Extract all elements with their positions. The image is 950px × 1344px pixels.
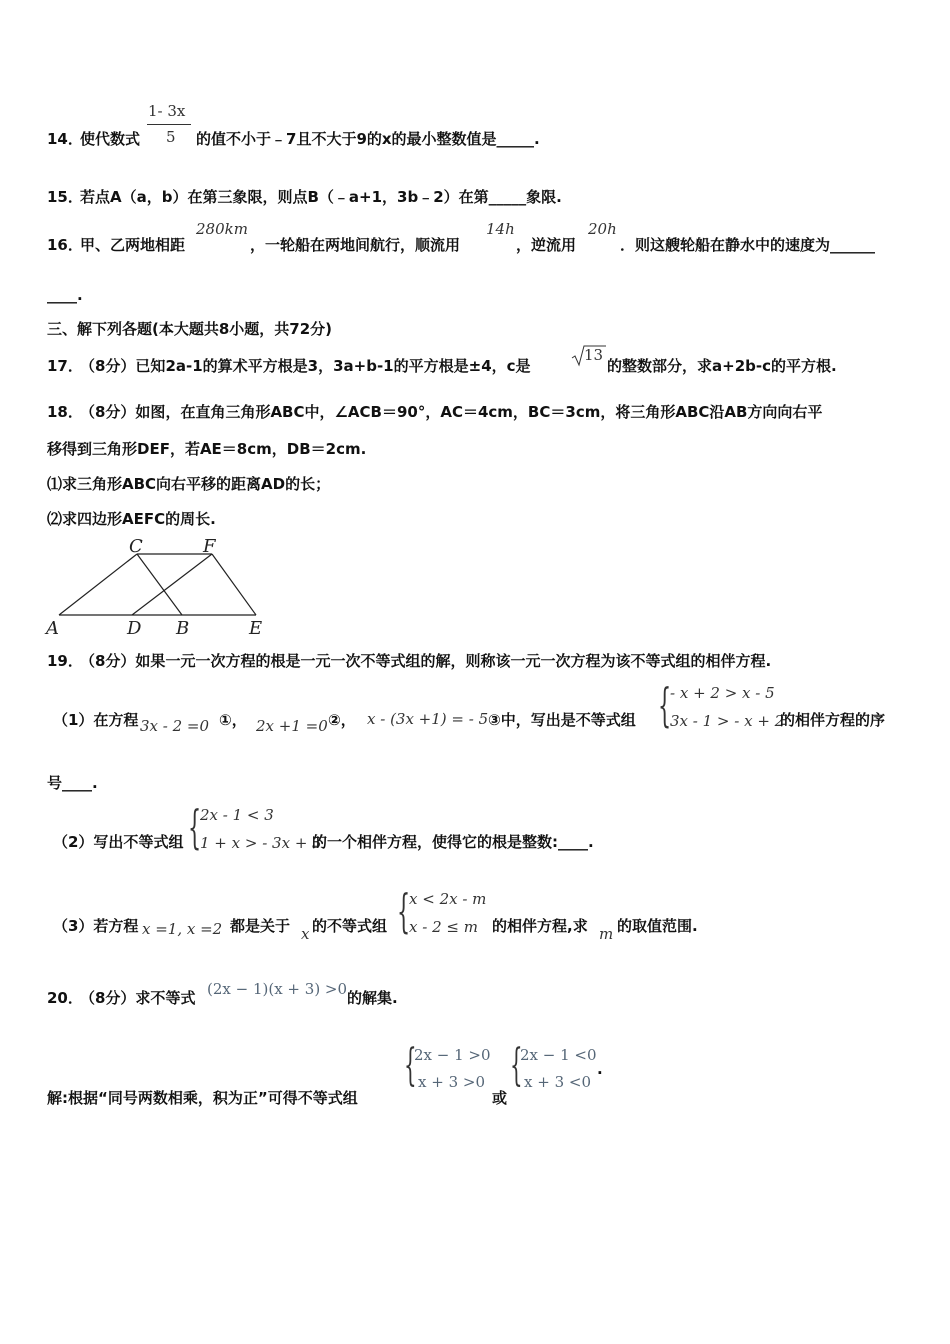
q18-line-1: （8分）如图，在直角三角形ABC中，∠ACB＝90°，AC＝4cm，BC＝3cm，将三角形ABC沿AB方向向右平 bbox=[80, 403, 823, 421]
q19-p3-text-1: 都是关于 bbox=[230, 917, 291, 935]
segment-fe bbox=[212, 554, 256, 615]
q20-system-b-2: x + 3 <0 bbox=[524, 1073, 591, 1091]
q19-p1-system-1: - x + 2 > x - 5 bbox=[670, 684, 775, 702]
q19-p2-system-1: 2x - 1 < 3 bbox=[200, 806, 274, 824]
q14-number: 14． bbox=[47, 130, 83, 148]
q16-upstream-time: 20h bbox=[588, 220, 617, 238]
q18-number: 18． bbox=[47, 403, 83, 421]
q19-p3-system-2: x - 2 ≤ m bbox=[409, 918, 478, 936]
q16-text-3: ，逆流用 bbox=[516, 236, 577, 254]
q18-subquestion-2: ⑵求四边形AEFC的周长. bbox=[47, 510, 216, 528]
q18-triangle-figure bbox=[40, 532, 280, 642]
q15-text: 若点A（a，b）在第三象限，则点B（﹣a+1，3b﹣2）在第_____象限. bbox=[80, 188, 562, 206]
q14-fraction-bar bbox=[147, 124, 191, 125]
q19-p1-text: ③中，写出是不等式组 bbox=[488, 711, 636, 729]
q20-lead: （8分）求不等式 bbox=[80, 989, 196, 1007]
figure-label-b: B bbox=[176, 618, 190, 639]
q14-lead-text: 使代数式 bbox=[80, 130, 141, 148]
figure-label-f: F bbox=[203, 536, 216, 557]
q20-inequality: (2x − 1)(x + 3) >0 bbox=[207, 980, 348, 998]
q19-p1-lead: （1）在方程 bbox=[53, 711, 139, 729]
figure-label-c: C bbox=[129, 536, 143, 557]
q19-p3-equations: x =1, x =2 bbox=[142, 920, 223, 938]
q16-text-2: ，一轮船在两地间航行，顺流用 bbox=[250, 236, 461, 254]
q16-continuation: ____. bbox=[47, 286, 83, 304]
q19-p1-system-2: 3x - 1 > - x + 2 bbox=[670, 712, 785, 730]
q15-number: 15． bbox=[47, 188, 83, 206]
q16-downstream-time: 14h bbox=[486, 220, 515, 238]
q19-p2-tail: 的一个相伴方程，使得它的根是整数:____. bbox=[312, 833, 594, 851]
segment-ac bbox=[59, 554, 137, 615]
section-heading: 三、解下列各题(本大题共8小题，共72分) bbox=[47, 320, 333, 338]
q20-solution-lead: 解:根据“同号两数相乘，积为正”可得不等式组 bbox=[47, 1089, 358, 1107]
q19-p1-marker-2: ②， bbox=[328, 711, 356, 729]
q19-intro: （8分）如果一元一次方程的根是一元一次不等式组的解，则称该一元一次方程为该不等式组的相伴方程. bbox=[80, 652, 772, 670]
q19-p2-lead: （2）写出不等式组 bbox=[53, 833, 184, 851]
q19-p3-variable-x: x bbox=[301, 925, 310, 943]
q19-p3-brace-icon: { bbox=[397, 884, 411, 938]
q18-subquestion-1: ⑴求三角形ABC向右平移的距离AD的长； bbox=[47, 475, 331, 493]
q19-p3-text-3: 的相伴方程,求 bbox=[492, 917, 588, 935]
figure-label-e: E bbox=[249, 618, 263, 639]
q14-body-text: 的值不小于﹣7且不大于9的x的最小整数值是_____. bbox=[196, 130, 540, 148]
q19-p3-text-4: 的取值范围. bbox=[617, 917, 698, 935]
q19-p1-equation-3: x - (3x +1) = - 5 bbox=[367, 710, 489, 728]
q20-system-b-1: 2x − 1 <0 bbox=[520, 1046, 597, 1064]
q20-tail: 的解集. bbox=[347, 989, 398, 1007]
q16-number: 16． bbox=[47, 236, 83, 254]
q16-distance: 280km bbox=[196, 220, 248, 238]
q20-number: 20． bbox=[47, 989, 83, 1007]
q19-p3-system-1: x < 2x - m bbox=[409, 890, 487, 908]
q16-text-4: ．则这艘轮船在静水中的速度为______ bbox=[620, 236, 876, 254]
q19-p3-lead: （3）若方程 bbox=[53, 917, 139, 935]
q17-text-2: 的整数部分，求a+2b-c的平方根. bbox=[607, 357, 837, 375]
q20-system-a-brace-icon: { bbox=[404, 1040, 417, 1091]
q20-end-period: . bbox=[597, 1060, 603, 1078]
q19-p1-brace-icon: { bbox=[658, 678, 672, 732]
q19-p2-brace-icon: { bbox=[188, 800, 202, 854]
q19-p1-equation-2: 2x +1 =0 bbox=[256, 717, 328, 735]
q14-fraction-denominator: 5 bbox=[166, 128, 176, 146]
q19-p1-tail: 的相伴方程的序 bbox=[780, 711, 886, 729]
q19-p3-variable-m: m bbox=[599, 925, 614, 943]
q20-system-b-brace-icon: { bbox=[510, 1040, 523, 1091]
q19-p1-equation-1: 3x - 2 =0 bbox=[140, 717, 210, 735]
q18-line-2: 移得到三角形DEF，若AE＝8cm，DB＝2cm. bbox=[47, 440, 367, 458]
q17-text-1: （8分）已知2a-1的算术平方根是3，3a+b-1的平方根是±4，c是 bbox=[80, 357, 531, 375]
q19-p1-marker-1: ①， bbox=[219, 711, 247, 729]
figure-label-d: D bbox=[127, 618, 142, 639]
q19-p3-text-2: 的不等式组 bbox=[312, 917, 388, 935]
q19-p2-system-2: 1 + x > - 3x + 3 bbox=[200, 834, 322, 852]
q17-number: 17． bbox=[47, 357, 83, 375]
q19-p1-continuation: 号____. bbox=[47, 774, 98, 792]
q16-text-1: 甲、乙两地相距 bbox=[80, 236, 186, 254]
q20-system-a-2: x + 3 >0 bbox=[418, 1073, 485, 1091]
q17-radicand: 13 bbox=[584, 346, 604, 364]
q20-or: 或 bbox=[492, 1089, 508, 1107]
q14-fraction-numerator: 1- 3x bbox=[148, 102, 186, 120]
figure-label-a: A bbox=[46, 618, 59, 639]
q20-system-a-1: 2x − 1 >0 bbox=[414, 1046, 491, 1064]
q19-number: 19． bbox=[47, 652, 83, 670]
